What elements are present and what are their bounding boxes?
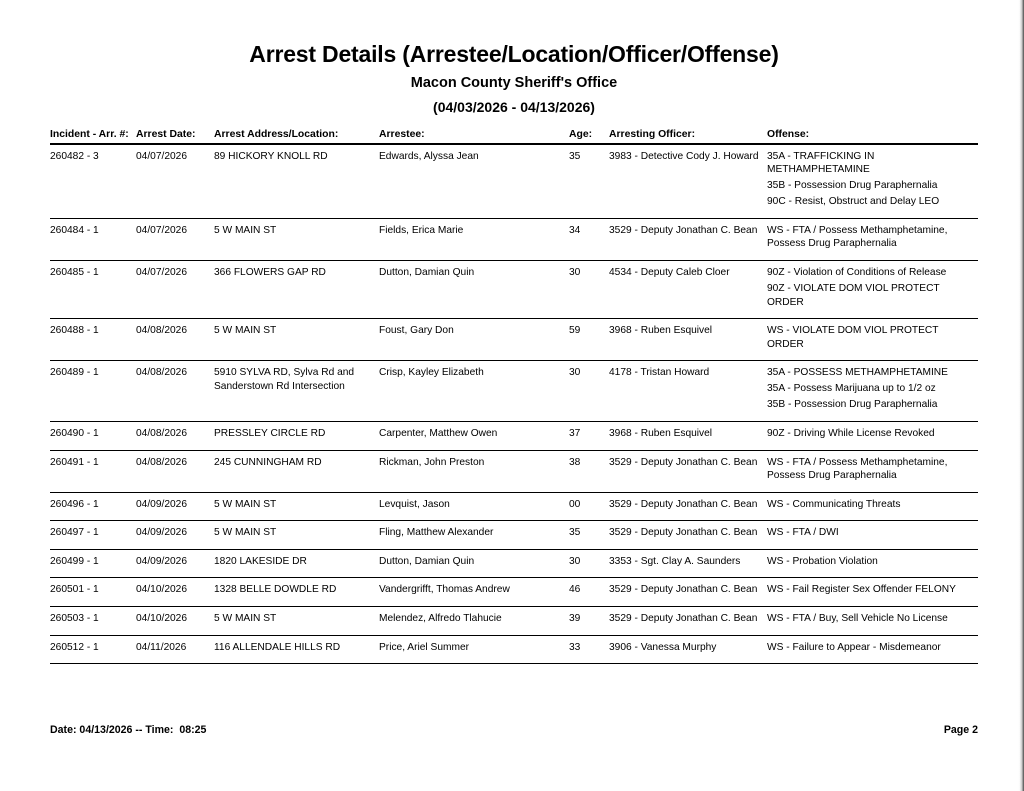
cell-offense-list [767,606,978,635]
report-content [50,0,978,664]
cell-arrestee-name: Fields, Erica Marie [379,218,569,260]
cell-age: 30 [569,361,609,422]
column-header-incident: Incident - Arr. #: [50,129,136,144]
cell-age: 37 [569,422,609,451]
cell-offense-list [767,578,978,607]
offense-line: WS - VIOLATE DOM VIOL PROTECT ORDER [767,325,939,350]
cell-offense-list [767,144,978,219]
column-header-age: Age: [569,129,609,144]
table-row [50,521,978,550]
page-title: Arrest Details (Arrestee/Location/Officer/Offense) [249,41,779,67]
cell-arrest-address: PRESSLEY CIRCLE RD [214,422,379,451]
cell-arresting-officer: 3968 - Ruben Esquivel [609,319,767,361]
cell-arrestee-name: Crisp, Kayley Elizabeth [379,361,569,422]
cell-arrestee-name: Rickman, John Preston [379,450,569,492]
cell-arrestee-name: Melendez, Alfredo Tlahucie [379,606,569,635]
cell-incident-number: 260489 - 1 [50,361,136,422]
offense-line: 35A - POSSESS METHAMPHETAMINE [767,367,948,379]
offense-line: WS - Failure to Appear - Misdemeanor [767,641,941,653]
cell-arrest-address: 89 HICKORY KNOLL RD [214,144,379,219]
cell-incident-number: 260482 - 3 [50,144,136,219]
cell-arresting-officer: 3529 - Deputy Jonathan C. Bean [609,450,767,492]
arrest-table-body [50,144,978,664]
table-row [50,549,978,578]
cell-age: 33 [569,635,609,664]
cell-incident-number: 260485 - 1 [50,261,136,319]
column-header-address: Arrest Address/Location: [214,129,379,144]
cell-incident-number: 260488 - 1 [50,319,136,361]
offense-line: WS - FTA / Possess Methamphetamine, Possess Drug Paraphernalia [767,456,948,482]
cell-arresting-officer: 4178 - Tristan Howard [609,361,767,422]
cell-age: 30 [569,549,609,578]
cell-arrest-address: 5 W MAIN ST [214,521,379,550]
cell-incident-number: 260490 - 1 [50,422,136,451]
table-row [50,578,978,607]
cell-age: 30 [569,261,609,319]
table-row [50,450,978,492]
cell-incident-number: 260499 - 1 [50,549,136,578]
cell-incident-number: 260512 - 1 [50,635,136,664]
cell-arrestee-name: Edwards, Alyssa Jean [379,144,569,219]
cell-arrestee-name: Dutton, Damian Quin [379,549,569,578]
table-row [50,144,978,219]
cell-arrest-address: 5 W MAIN ST [214,218,379,260]
table-row [50,261,978,319]
footer-page-number: Page 2 [943,724,978,736]
cell-arrest-date: 04/07/2026 [136,218,214,260]
cell-arresting-officer: 3529 - Deputy Jonathan C. Bean [609,578,767,607]
cell-age: 39 [569,606,609,635]
cell-arrestee-name: Price, Ariel Summer [379,635,569,664]
cell-arrest-address: 5 W MAIN ST [214,492,379,521]
table-row [50,422,978,451]
table-row [50,319,978,361]
report-header [50,0,978,116]
offense-line: 90Z - VIOLATE DOM VIOL PROTECT ORDER [767,283,940,308]
cell-incident-number: 260497 - 1 [50,521,136,550]
cell-arrest-date: 04/08/2026 [136,319,214,361]
offense-line: WS - Communicating Threats [767,498,901,510]
report-footer [50,724,978,736]
cell-arrest-date: 04/11/2026 [136,635,214,664]
cell-arrest-address: 1328 BELLE DOWDLE RD [214,578,379,607]
cell-arrestee-name: Vandergrifft, Thomas Andrew [379,578,569,607]
table-row [50,635,978,664]
cell-offense-list [767,319,978,361]
column-header-offense: Offense: [767,129,978,144]
offense-line: 35B - Possession Drug Paraphernalia [767,180,938,192]
cell-arrest-address: 1820 LAKESIDE DR [214,549,379,578]
cell-incident-number: 260501 - 1 [50,578,136,607]
offense-line: WS - FTA / DWI [767,527,839,539]
cell-arrest-date: 04/10/2026 [136,578,214,607]
cell-incident-number: 260484 - 1 [50,218,136,260]
cell-arrest-date: 04/09/2026 [136,549,214,578]
cell-arrest-address: 116 ALLENDALE HILLS RD [214,635,379,664]
cell-arresting-officer: 3983 - Detective Cody J. Howard [609,144,767,219]
cell-arrest-date: 04/07/2026 [136,261,214,319]
table-row [50,606,978,635]
cell-offense-list [767,361,978,422]
cell-arresting-officer: 4534 - Deputy Caleb Cloer [609,261,767,319]
cell-arresting-officer: 3968 - Ruben Esquivel [609,422,767,451]
cell-incident-number: 260503 - 1 [50,606,136,635]
offense-line: 35A - TRAFFICKING IN METHAMPHETAMINE [767,150,875,176]
offense-line: 90C - Resist, Obstruct and Delay LEO [767,196,940,208]
cell-offense-list [767,450,978,492]
cell-arrestee-name: Dutton, Damian Quin [379,261,569,319]
report-date-range: (04/03/2026 - 04/13/2026) [433,99,595,116]
offense-line: 90Z - Violation of Conditions of Release [767,267,947,278]
cell-arrest-date: 04/08/2026 [136,450,214,492]
cell-arresting-officer: 3906 - Vanessa Murphy [609,635,767,664]
offense-line: 90Z - Driving While License Revoked [767,428,935,439]
table-header-row [50,129,978,144]
cell-arrestee-name: Fling, Matthew Alexander [379,521,569,550]
column-header-arrest-date: Arrest Date: [136,129,214,144]
arrest-details-table [50,129,978,664]
cell-arrest-date: 04/09/2026 [136,521,214,550]
cell-arresting-officer: 3353 - Sgt. Clay A. Saunders [609,549,767,578]
cell-arrestee-name: Foust, Gary Don [379,319,569,361]
cell-arrest-date: 04/10/2026 [136,606,214,635]
cell-offense-list [767,492,978,521]
cell-arrest-address: 5910 SYLVA RD, Sylva Rd and Sanderstown Rd Intersection [214,361,379,422]
cell-offense-list [767,549,978,578]
offense-line: WS - FTA / Buy, Sell Vehicle No License [767,612,948,624]
offense-line: WS - Fail Register Sex Offender FELONY [767,584,956,596]
cell-arresting-officer: 3529 - Deputy Jonathan C. Bean [609,492,767,521]
page-edge-shadow [1018,0,1024,791]
offense-line: 35A - Possess Marijuana up to 1/2 oz [767,383,936,395]
cell-incident-number: 260491 - 1 [50,450,136,492]
table-row [50,361,978,422]
cell-age: 35 [569,521,609,550]
cell-age: 59 [569,319,609,361]
cell-arresting-officer: 3529 - Deputy Jonathan C. Bean [609,606,767,635]
cell-arrestee-name: Levquist, Jason [379,492,569,521]
cell-arrest-address: 5 W MAIN ST [214,606,379,635]
table-row [50,492,978,521]
footer-datetime: Date: 04/13/2026 -- Time: 08:25 [50,724,207,736]
cell-arrest-address: 366 FLOWERS GAP RD [214,261,379,319]
cell-offense-list [767,218,978,260]
column-header-arrestee: Arrestee: [379,129,569,144]
cell-arresting-officer: 3529 - Deputy Jonathan C. Bean [609,218,767,260]
offense-line: 35B - Possession Drug Paraphernalia [767,399,938,411]
cell-arrest-date: 04/09/2026 [136,492,214,521]
cell-arresting-officer: 3529 - Deputy Jonathan C. Bean [609,521,767,550]
cell-age: 35 [569,144,609,219]
cell-arrest-address: 5 W MAIN ST [214,319,379,361]
cell-arrest-date: 04/08/2026 [136,361,214,422]
cell-age: 38 [569,450,609,492]
offense-line: WS - Probation Violation [767,555,878,567]
agency-name: Macon County Sheriff's Office [410,75,618,92]
cell-arrest-date: 04/08/2026 [136,422,214,451]
cell-age: 34 [569,218,609,260]
cell-age: 00 [569,492,609,521]
cell-incident-number: 260496 - 1 [50,492,136,521]
cell-age: 46 [569,578,609,607]
offense-line: WS - FTA / Possess Methamphetamine, Possess Drug Paraphernalia [767,224,948,250]
table-row [50,218,978,260]
cell-arrestee-name: Carpenter, Matthew Owen [379,422,569,451]
cell-offense-list [767,261,978,319]
cell-arrest-date: 04/07/2026 [136,144,214,219]
cell-offense-list [767,521,978,550]
cell-arrest-address: 245 CUNNINGHAM RD [214,450,379,492]
cell-offense-list [767,422,978,451]
column-header-officer: Arresting Officer: [609,129,767,144]
cell-offense-list [767,635,978,664]
